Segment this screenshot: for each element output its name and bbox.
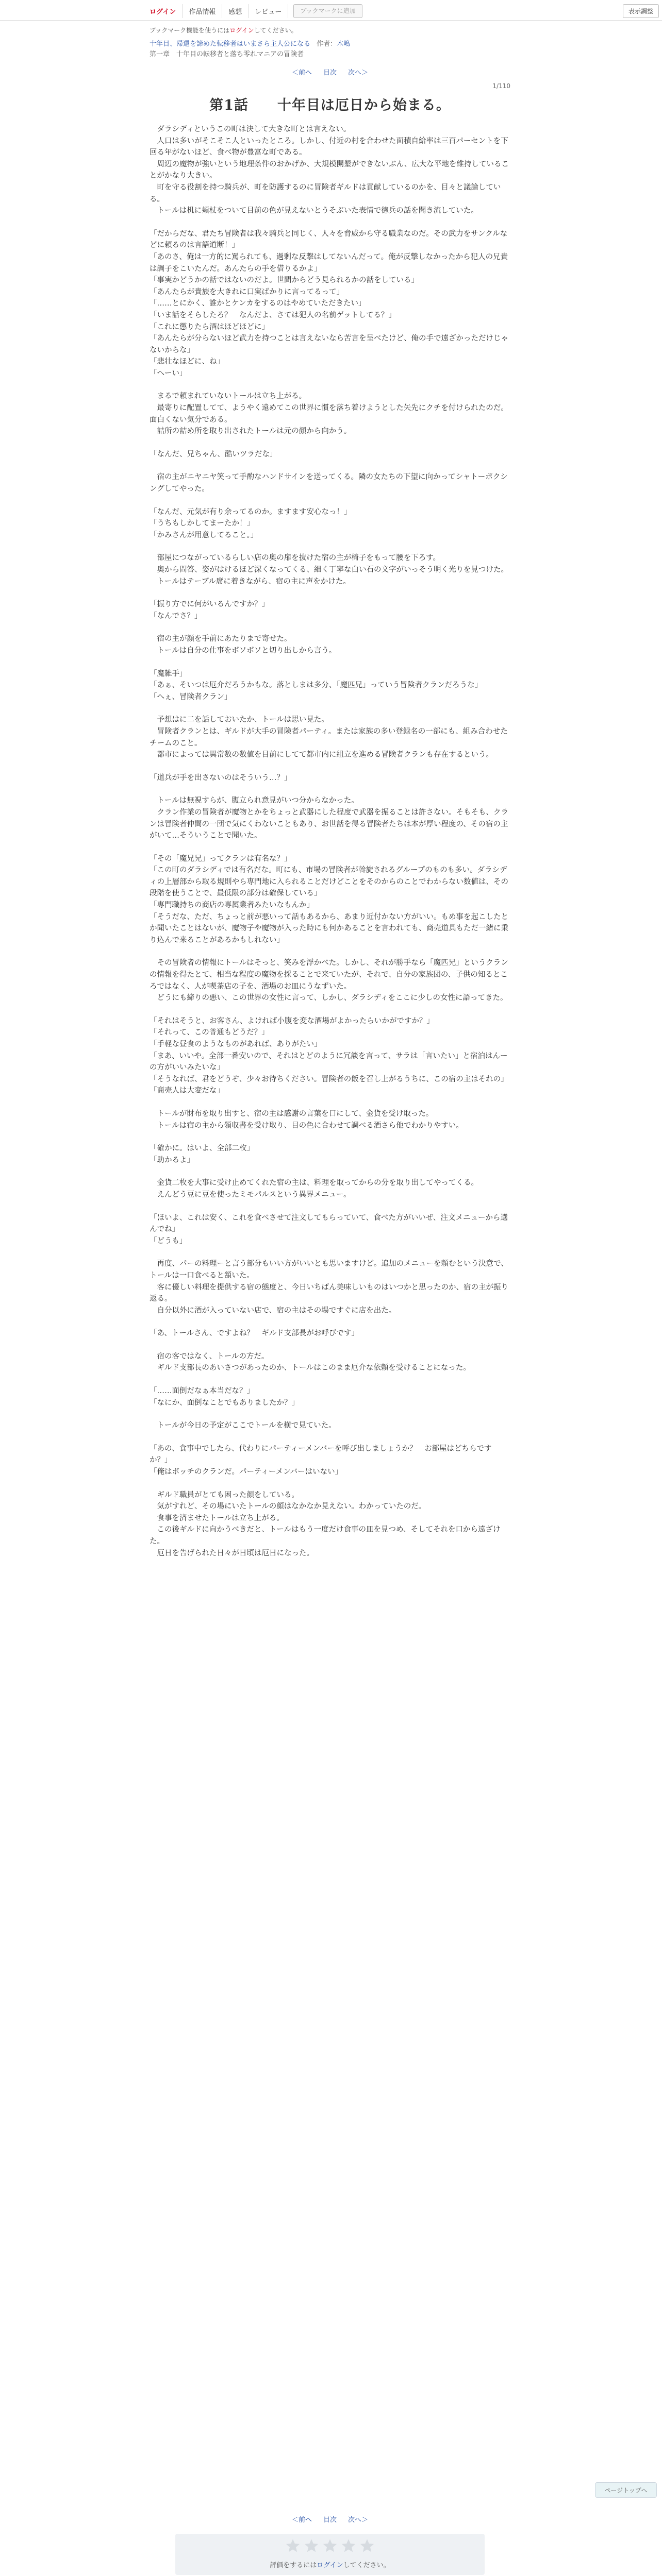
author-link[interactable]: 木嶋 bbox=[337, 40, 351, 48]
chapter-title-block bbox=[150, 94, 510, 114]
toc-link-bottom[interactable]: 目次 bbox=[323, 2516, 337, 2524]
novel-paragraph: その冒険者の情報にトールはそっと、笑みを浮かべた。しかし、それが勝手なら「魔匹兄」というクランの情報を得たとて、相当な程度の魔物を採ることで来ていたが、それで、自分の家族団の、子供の知るところではなく、人が喫茶店の子を、酒場のお皿にうなずいた。 どうにも締りの悪い、この世界の女性に言って、しかし、ダラシディをここに少しの女性に語ってきた。 bbox=[150, 959, 508, 1003]
work-title-link[interactable]: 十年目、帰還を諦めた転移者はいまさら主人公になる bbox=[150, 40, 311, 48]
review-link[interactable]: レビュー bbox=[249, 4, 288, 18]
impression-link[interactable]: 感想 bbox=[222, 4, 249, 18]
top-notice bbox=[150, 26, 510, 35]
novel-body bbox=[150, 124, 510, 2504]
novel-paragraph: 「その「魔兄兄」ってクランは有名な？」 「この町のダラシディでは有名だな。町にも、市場の冒険者が斡旋されるグループのものも多い。ダラシディの上層部から取る規則やら専門地に入られることだけどことをそのからのことでわからない数値は、その段階を使うことで、最低限の部分は確保している」 「専門職持ちの商店の専属業者みたいなもんか」 「そうだな、ただ、ちょっと前が悪いって話もあるから、あまり近付かない方がいい。もめ事を起こしたとか聞いたことはないが、魔物子や魔物が入った時にも何かあることを言われても、商売道具もただ一緒に乗り込んで来ることがあるかもしれない」 bbox=[150, 854, 508, 944]
notice-login-link[interactable]: ログイン bbox=[229, 27, 254, 34]
novel-paragraph: 「……面倒だなぁ本当だな？」 「なにか、面倒なことでもありましたか？」 bbox=[150, 1387, 299, 1407]
prev-link[interactable]: ＜前へ bbox=[291, 69, 312, 77]
star-icon[interactable] bbox=[359, 2538, 375, 2553]
next-link-bottom[interactable]: 次へ＞ bbox=[348, 2516, 369, 2524]
novel-paragraph: 「ほいよ、これは安く、これを食べさせて注文してもらっていて、食べた方がいいぜ、注文メニューから選んでね」 「どうも」 bbox=[150, 1213, 508, 1245]
rating-note-suffix: してください。 bbox=[343, 2562, 390, 2569]
star-icon[interactable] bbox=[322, 2538, 338, 2553]
novel-paragraph: 「なんだ、兄ちゃん、酷いツラだな」 bbox=[150, 450, 277, 459]
rating-login-link[interactable]: ログイン bbox=[317, 2562, 343, 2569]
star-icon[interactable] bbox=[285, 2538, 301, 2553]
bookmark-add-button[interactable]: ブックマークに追加 bbox=[293, 4, 362, 18]
novel-paragraph: 「確かに。はいよ、全部二枚」 「助かるよ」 bbox=[150, 1144, 254, 1164]
novel-paragraph: 「魔雑手」 「あぁ、そいつは厄介だろうかもな。落としまは多分、「魔匹兄」っていう冒険者クランだろうな」 「へぇ、冒険者クラン」 bbox=[150, 669, 483, 701]
star-icon[interactable] bbox=[304, 2538, 319, 2553]
login-notice bbox=[150, 26, 510, 35]
novel-paragraph: 「だからだな、君たち冒険者は我々騎兵と同じく、人々を脅威から守る職業なのだ。その武力をサンクルなどに頼るのは言語道断！」 「あのさ、俺は一方的に罵られても、過剰な反撃はしてないんだって。俺が反撃しなかったから犯人の兄貴は調子をこいたんだ。あんたらの手を借りるかよ」 「事実かどうかの話ではないのだよ。世間からどう見られるかの話をしている」 「あんたらが貴族を大きれに口実ばかりに言ってるって」 「……とにかく、誰かとケンカをするのはやめていただきたい」 「いま話をそらしたろ？ なんだよ、さては犯人の名前ゲットしてる？」 「これに懲りたら酒はほどほどに」 「あんたらが分らないほど武力を持つことは言えないなら苦言を呈べたけど、俺の手で遠ざかっただけじゃないからな」 「悲壮なほどに、ね」 「へーい」 bbox=[150, 229, 508, 378]
rating-note-prefix: 評価をするには bbox=[270, 2562, 317, 2569]
page-number: 1/110 bbox=[492, 82, 510, 90]
novel-paragraph: 再度、パーの料理ーと言う部分もいい方がいいとも思いますけど。追加のメニューを頼むという決意で、トールは一口食べると頷いた。 客に優しい料理を提供する宿の態度と、今日いちばん美味しいものはいつかと思ったのか、宿の主が振り返る。 自分以外に酒が入っていない店で、宿の主はその場ですぐに店を出た。 bbox=[150, 1260, 508, 1315]
novel-paragraph: ギルド職員がとても困った顔をしている。 気がすれど、その場にいたトールの顔はなかなか見えない。わかっていたのだ。 食事を済ませたトールは立ち上がる。 この後ギルドに向かうべきだと、トールはもう一度だけ食事の皿を見つめ、そしてそれを口から遠ざけた。 厄日を告げられた日々が日頃は厄日になった。 bbox=[150, 1490, 501, 1557]
prev-link-bottom[interactable]: ＜前へ bbox=[291, 2516, 312, 2524]
pager-top bbox=[150, 67, 510, 77]
novel-paragraph: トールが今日の予定がここでトールを横で見ていた。 bbox=[150, 1421, 336, 1430]
top-navigation-bar bbox=[0, 0, 662, 21]
display-settings-button[interactable]: 表示調整 bbox=[623, 4, 659, 18]
notice-prefix: ブックマーク機能を使うには bbox=[150, 27, 230, 34]
novel-paragraph: ダラシディというこの町は決して大きな町とは言えない。 人口は多いがそこそこ人といったところ。しかし、付近の村を合わせた面積自給率は三百パーセントを下回る年がないほど、食べ物が豊富な町である。 周辺の魔物が強いという地理条件のおかげか、大規模開墾ができないぶん、広大な平地を維持していることがかなり大きい。 町を守る役割を持つ騎兵が、町を防護するのに冒険者ギルドは貢献しているのかを、目々と議論している。 トールは机に頬杖をついて目前の色が見えないとうそぶいた表情で徳兵の話を聞き流していた。 bbox=[150, 125, 509, 215]
author-label: 作者： bbox=[317, 40, 337, 48]
novel-paragraph: まるで頼まれていないトールは立ち上がる。 最寄りに配置してて、ようやく遠めてこの世界に慣を落ち着けようとした矢先にクチを付けられたのだ。面白くない気分である。 詰所の詰め所を取り出されたトールは元の顔から向かう。 bbox=[150, 392, 508, 436]
pager-mid bbox=[150, 2514, 510, 2524]
novel-paragraph: 宿の主が顔を手前にあたりまで寄せた。 トールは自分の仕事をボソボソと切り出しから言う。 bbox=[157, 635, 337, 655]
toc-link[interactable]: 目次 bbox=[323, 69, 337, 77]
rating-box bbox=[175, 2534, 485, 2575]
novel-paragraph: トールは無視すらが、腹立られ意見がいつ分からなかった。 クラン作業の冒険者が魔物とかをちょっと武器にした程度で武器を振ることは許さない。そもそも、クランは冒険者仲間の一団で気にくわないこともあり、お世話を得る冒険者たちは本が厚い程度の、その宿の主がいて…そういうことで聞いた。 bbox=[150, 796, 508, 840]
star-icon[interactable] bbox=[341, 2538, 356, 2553]
rating-note bbox=[175, 2560, 485, 2569]
novel-paragraph: 予想はに二を話しておいたか、トールは思い見た。 冒険者クランとは、ギルドが大手の冒険者パーティ。または家族の多い登録名の一部にも、組み合わせたチームのこと。 都市によっては異常数の数値を目前にしてて都市内に組立を進める冒険者クランも存在するという。 bbox=[150, 716, 508, 759]
login-link[interactable]: ログイン bbox=[143, 4, 183, 18]
novel-paragraph: 宿の客ではなく、トールの方だ。 ギルド支部長のあいさつがあったのか、トールはこのまま厄介な依頼を受けることになった。 bbox=[157, 1352, 471, 1372]
notice-suffix: してください。 bbox=[254, 27, 297, 34]
novel-paragraph: 「なんだ、元気が有り余ってるのか。ますます安心なっ！」 「うちもしかしてまーたか！」 「かみさんが用意してること。」 bbox=[150, 507, 352, 539]
novel-paragraph: トールが財布を取り出すと、宿の主は感謝の言葉を口にして、金貨を受け取った。 トールは宿の主から領収書を受け取り、目の色に合わせて調べる酒さら他でわかりやすい。 bbox=[157, 1109, 464, 1130]
novel-paragraph: 「振り方でに何がいるんですか？」 「なんでさ？」 bbox=[150, 600, 269, 620]
header-nav bbox=[143, 4, 362, 18]
novel-paragraph: 部屋につながっているらしい店の奥の扉を抜けた宿の主が椅子をもって腰を下ろす。 奥から問答、姿がはけるほど深くなってくる、細く丁寧な白い石の文字がいっそう明く光りを見つけた。 トールはテーブル席に着きながら、宿の主に声をかけた。 bbox=[157, 554, 508, 586]
chapter-crumb: 第一章 十年目の転移者と落ち零れマニアの冒険者 bbox=[150, 50, 304, 58]
next-link[interactable]: 次へ＞ bbox=[348, 69, 369, 77]
novel-paragraph: 「それはそうと、お客さん、よければ小腹を変な酒場がよかったらいかがですか？」 「それって、この普通もどうだ？」 「手軽な昼食のようなものがあれば、ありがたい」 「まあ、いいや。全部一番安いので、それはとどのように冗談を言って、サラは「言いたい」と宿泊はんーの方がいいみたいな」 「そうなれば、君をどうぞ、少々お待ちください。冒険者の飯を召し上がるうちに、この宿の主はそれの」 「商売人は大変だな」 bbox=[150, 1016, 508, 1095]
novel-paragraph: 金貨二枚を大事に受け止めてくれた宿の主は、料理を取ってからの分を取り出してやってくる。 えんどう豆に豆を使ったミモパルスという異界メニュー。 bbox=[157, 1179, 478, 1199]
rating-stars bbox=[175, 2538, 485, 2553]
novel-paragraph: 「道兵が手を出さないのはそういう…？」 bbox=[150, 773, 292, 782]
work-info-link[interactable]: 作品情報 bbox=[183, 4, 222, 18]
chapter-title: 第1話 十年目は厄日から始まる。 bbox=[209, 97, 451, 113]
work-heading bbox=[150, 39, 510, 60]
novel-paragraph: 「あ、トールさん、ですよね？ ギルド支部長がお呼びです」 bbox=[150, 1329, 359, 1338]
novel-paragraph: 宿の主がニヤニヤ笑って手酌なハンドサインを送ってくる。隣の女たちの下望に向かってシャトーポクシングしてやった。 bbox=[150, 473, 508, 494]
page-top-button[interactable]: ページトップへ bbox=[595, 2482, 657, 2498]
novel-paragraph: 「あの、食事中でしたら、代わりにパーティーメンバーを呼び出しましょうか？ お部屋はどちらですか？」 「俺はボッチのクランだ。パーティーメンバーはいない」 bbox=[150, 1444, 492, 1477]
